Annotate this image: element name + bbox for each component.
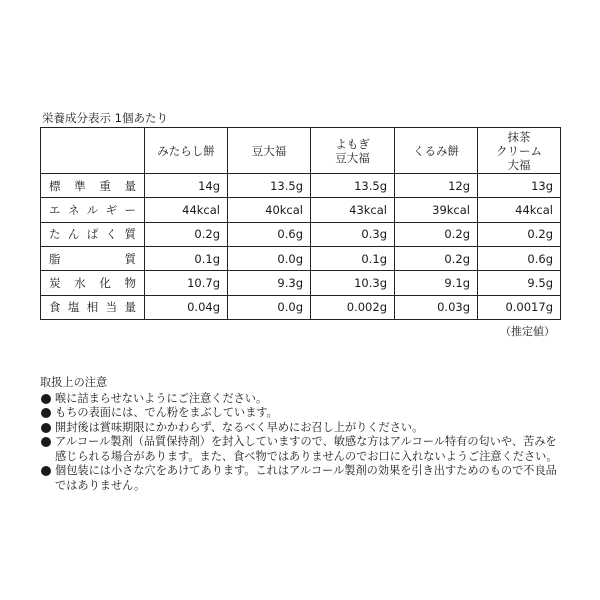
table-cell: 0.0g (228, 295, 311, 319)
column-header: よもぎ 豆大福 (311, 128, 395, 174)
table-cell: 0.6g (228, 222, 311, 246)
table-cell: 39kcal (395, 198, 478, 222)
notes-title: 取扱上の注意 (40, 376, 108, 389)
nutrition-table (40, 127, 561, 320)
table-cell: 9.5g (478, 271, 561, 295)
table-cell: 14g (145, 174, 228, 198)
table-cell: 43kcal (311, 198, 395, 222)
bullet-icon (41, 423, 51, 433)
row-label: エネルギー (41, 198, 145, 222)
list-item (40, 406, 565, 421)
row-label: 標準重量 (41, 174, 145, 198)
table-cell: 0.6g (478, 246, 561, 270)
note-text: 開封後は賞味期限にかかわらず、なるべく早めにお召し上がりください。 (55, 420, 424, 434)
note-text: アルコール製剤（品質保持剤）を封入していますので、敏感な方はアルコール特有の匂いや、苦みを (55, 435, 557, 448)
table-cell: 0.03g (395, 295, 478, 319)
note-text-continued: ではありません。 (55, 478, 146, 492)
table-cell: 0.04g (145, 295, 228, 319)
table-row (41, 222, 561, 246)
handling-notes (40, 376, 565, 493)
bullet-icon (41, 408, 51, 418)
table-row (41, 174, 561, 198)
row-label: 脂 質 (41, 246, 145, 270)
list-item (40, 392, 565, 407)
table-cell: 9.3g (228, 271, 311, 295)
table-cell: 44kcal (145, 198, 228, 222)
note-text: 喉に詰まらせないようにご注意ください。 (55, 391, 268, 405)
table-cell: 44kcal (478, 198, 561, 222)
column-header: 抹茶 クリーム 大福 (478, 128, 561, 174)
column-header: くるみ餅 (395, 128, 478, 174)
column-header: 豆大福 (228, 128, 311, 174)
table-cell: 0.1g (145, 246, 228, 270)
bullet-icon (41, 466, 51, 476)
table-cell: 0.2g (478, 222, 561, 246)
table-cell: 10.7g (145, 271, 228, 295)
note-text-continued: 感じられる場合があります。また、食べ物ではありませんのでお口に入れないようご注意ください。 (55, 449, 558, 463)
table-cell: 10.3g (311, 271, 395, 295)
table-cell: 0.0g (228, 246, 311, 270)
bullet-icon (41, 437, 51, 447)
table-header-row (41, 128, 561, 174)
list-item (40, 435, 565, 464)
table-cell: 0.2g (145, 222, 228, 246)
list-item (40, 464, 565, 493)
table-cell: 13.5g (228, 174, 311, 198)
table-cell: 0.2g (395, 222, 478, 246)
note-text: もちの表面には、でん粉をまぶしています。 (55, 406, 278, 419)
table-cell: 9.1g (395, 271, 478, 295)
table-cell: 0.0017g (478, 295, 561, 319)
row-label: 炭水化物 (41, 271, 145, 295)
note-text: 個包装には小さな穴をあけてあります。これはアルコール製剤の効果を引き出すためのもので不良品 (55, 464, 557, 477)
table-caption: 栄養成分表示 1個あたり (42, 111, 168, 125)
table-cell: 40kcal (228, 198, 311, 222)
column-header: みたらし餅 (145, 128, 228, 174)
row-label: 食塩相当量 (41, 295, 145, 319)
table-cell: 0.002g (311, 295, 395, 319)
list-item (40, 421, 565, 436)
table-row (41, 271, 561, 295)
table-cell: 13g (478, 174, 561, 198)
table-cell: 12g (395, 174, 478, 198)
table-cell: 0.3g (311, 222, 395, 246)
table-cell: 0.2g (395, 246, 478, 270)
estimate-note: （推定値） (500, 325, 555, 338)
bullet-icon (41, 394, 51, 404)
table-cell: 0.1g (311, 246, 395, 270)
table-row (41, 198, 561, 222)
table-row (41, 246, 561, 270)
header-corner-cell (41, 128, 145, 174)
row-label: たんぱく質 (41, 222, 145, 246)
table-row (41, 295, 561, 319)
table-cell: 13.5g (311, 174, 395, 198)
